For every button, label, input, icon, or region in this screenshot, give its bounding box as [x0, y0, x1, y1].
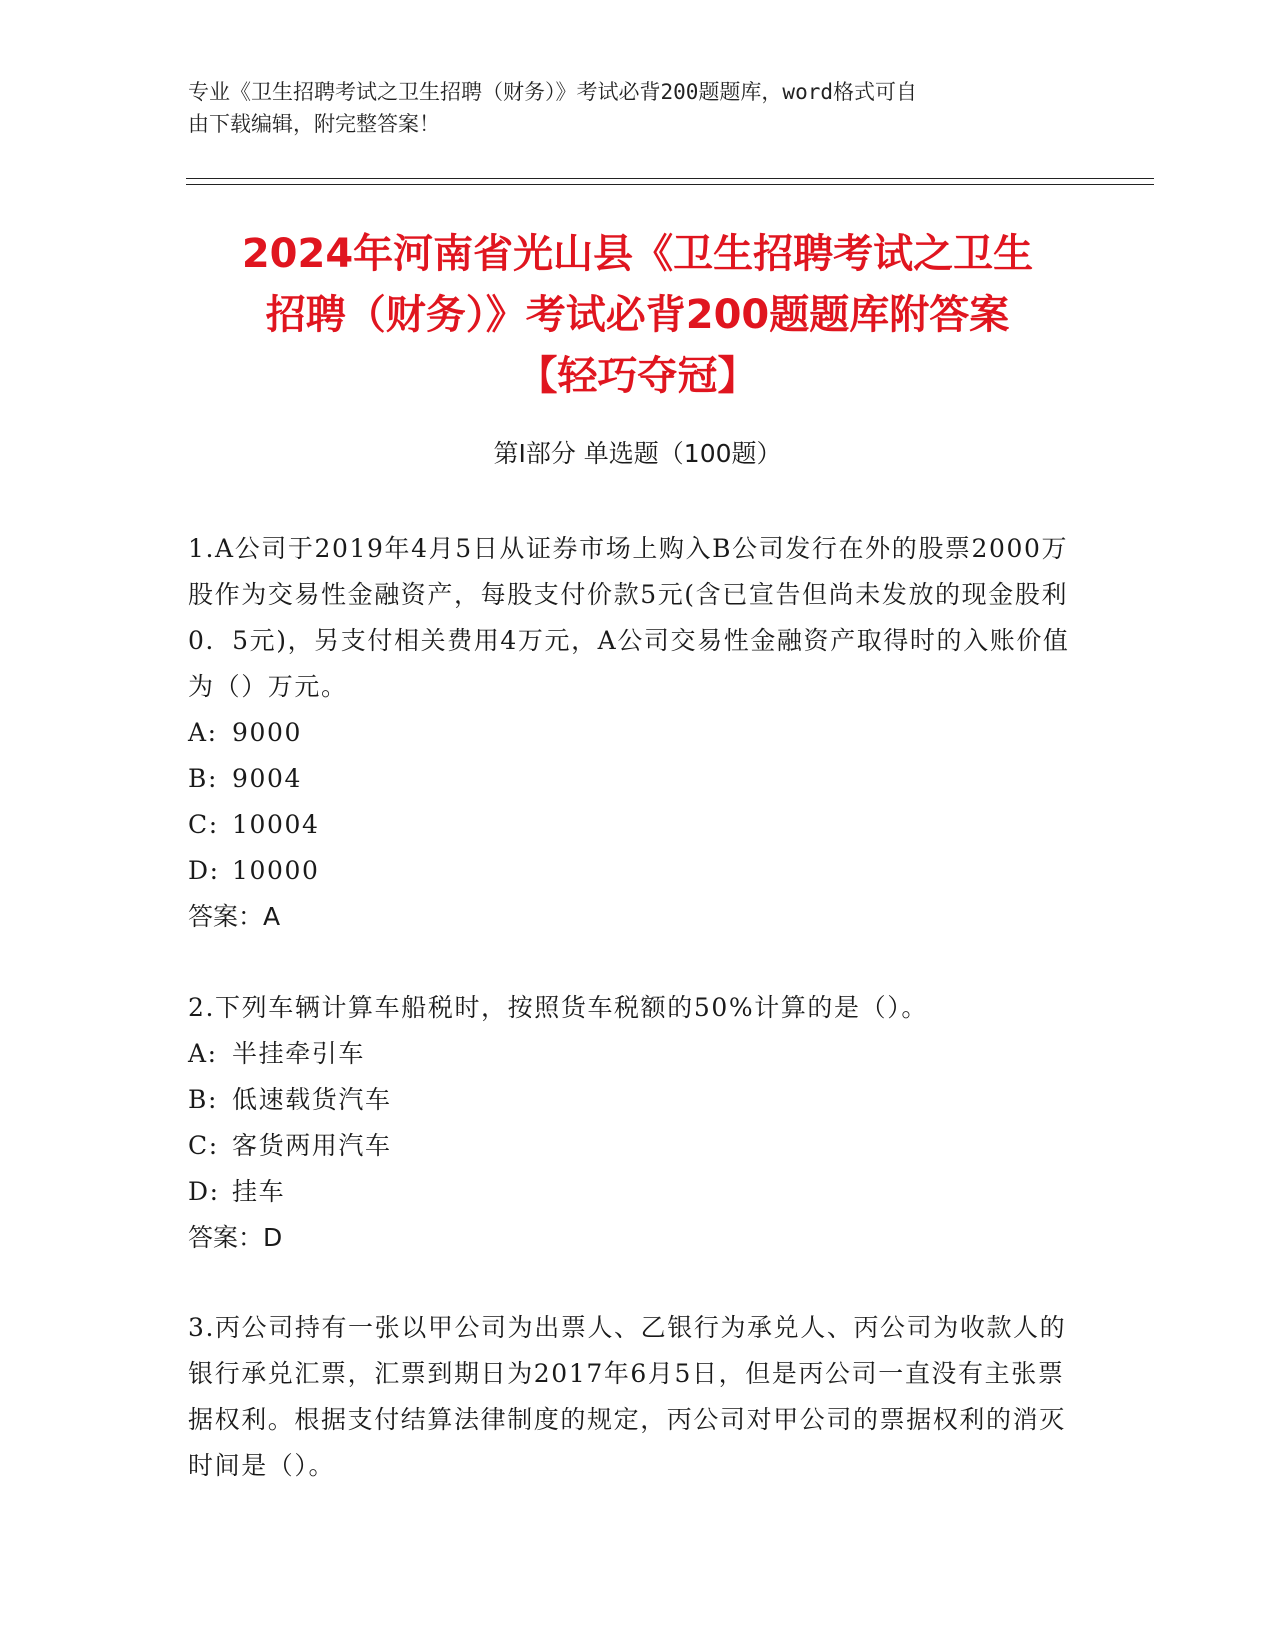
- option-b: [188, 756, 1088, 802]
- option-letter: B:: [188, 1085, 218, 1114]
- option-d: [188, 1169, 1088, 1215]
- question-1: [188, 526, 1088, 940]
- question-2: [188, 985, 1088, 1261]
- option-letter: A:: [188, 1039, 218, 1068]
- option-a: [188, 1031, 1088, 1077]
- title-line-1: 2024年河南省光山县《卫生招聘考试之卫生: [241, 231, 1034, 277]
- option-text: 10000: [232, 856, 320, 885]
- option-text: 挂车: [232, 1177, 286, 1206]
- option-letter: A:: [188, 718, 218, 747]
- question-stem: 2.下列车辆计算车船税时，按照货车税额的50%计算的是（）。: [188, 993, 928, 1022]
- option-text: 低速载货汽车: [232, 1085, 392, 1114]
- section-heading: 第I部分 单选题（100题）: [493, 439, 782, 468]
- header-divider-top: [186, 178, 1154, 179]
- question-stem: 3.丙公司持有一张以甲公司为出票人、乙银行为承兑人、丙公司为收款人的银行承兑汇票，汇票到期日为2017年6月5日，但是丙公司一直没有主张票据权利。根据支付结算法律制度的规定，丙公司对甲公司的票据权利的消灭时间是（）。: [188, 1313, 1067, 1480]
- option-text: 半挂牵引车: [232, 1039, 366, 1068]
- option-text: 9000: [232, 718, 303, 747]
- option-letter: D:: [188, 856, 220, 885]
- option-a: [188, 710, 1088, 756]
- question-3: [188, 1305, 1088, 1489]
- title-line-2: 招聘（财务）》考试必背200题题库附答案: [265, 292, 1010, 338]
- header-divider-bottom: [186, 184, 1154, 185]
- option-c: [188, 802, 1088, 848]
- option-letter: B:: [188, 764, 218, 793]
- header-note-line-2: 由下载编辑，附完整答案！: [188, 112, 440, 136]
- option-text: 客货两用汽车: [232, 1131, 392, 1160]
- option-text: 10004: [232, 810, 320, 839]
- header-note-line-1: 专业《卫生招聘考试之卫生招聘（财务）》考试必背200题题库，word格式可自: [188, 80, 917, 104]
- answer-label: 答案：D: [188, 1223, 283, 1252]
- option-letter: C:: [188, 810, 219, 839]
- option-c: [188, 1123, 1088, 1169]
- option-d: [188, 848, 1088, 894]
- header-note: [188, 76, 1088, 140]
- title-line-3: 【轻巧夺冠】: [517, 353, 758, 399]
- option-letter: C:: [188, 1131, 219, 1160]
- option-b: [188, 1077, 1088, 1123]
- answer-label: 答案：A: [188, 902, 281, 931]
- option-letter: D:: [188, 1177, 220, 1206]
- document-title: [160, 224, 1115, 407]
- option-text: 9004: [232, 764, 303, 793]
- question-stem: 1.A公司于2019年4月5日从证券市场上购入B公司发行在外的股票2000万股作为交易性金融资产，每股支付价款5元(含已宣告但尚未发放的现金股利0．5元)，另支付相关费用4万元，A公司交易性金融资产取得时的入账价值为（）万元。: [188, 534, 1070, 701]
